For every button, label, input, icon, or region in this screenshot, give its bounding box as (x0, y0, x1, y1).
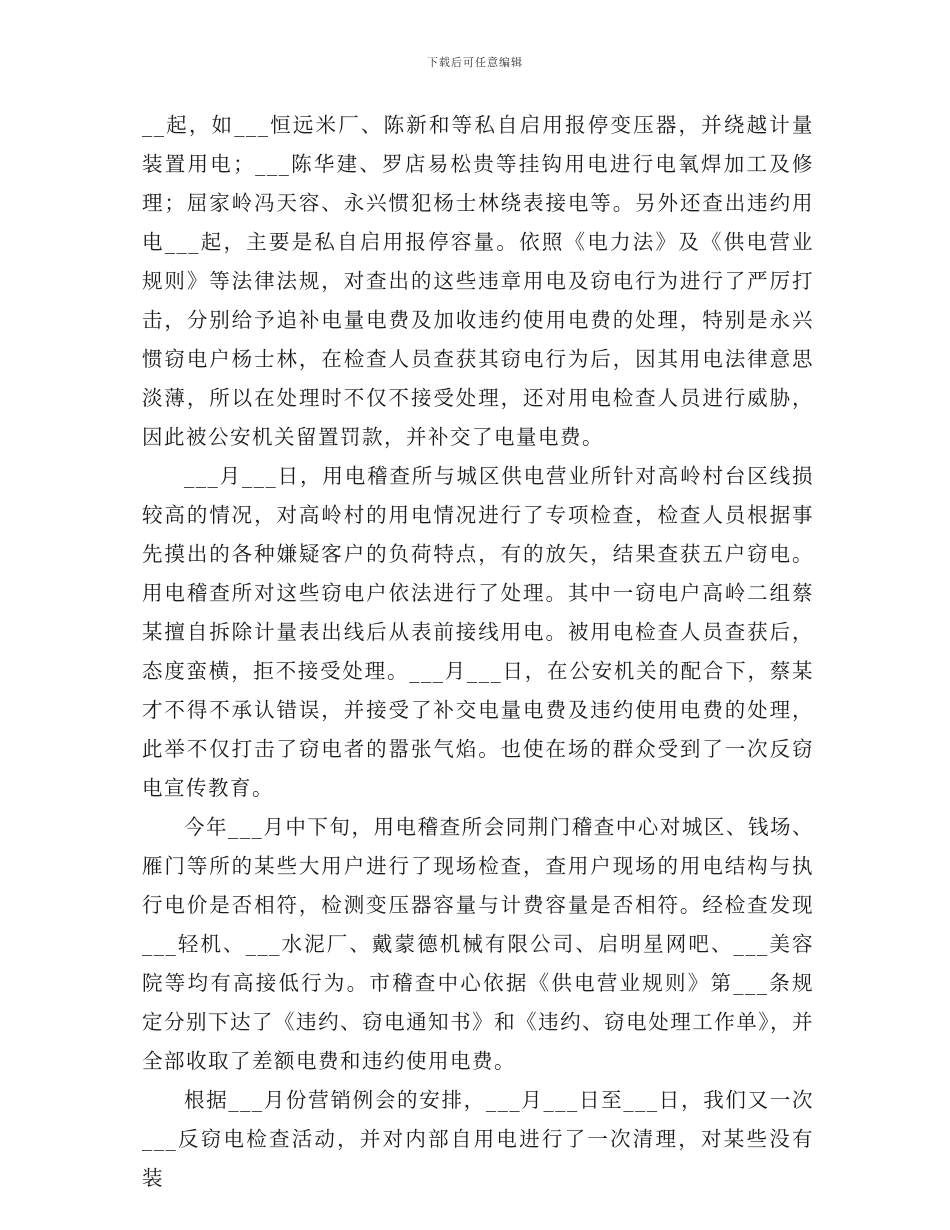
document-body (142, 106, 814, 1198)
page-header: 下载后可任意编辑 (427, 56, 523, 69)
paragraph-1: __起，如___恒远米厂、陈新和等私自启用报停变压器，并绕越计量装置用电；___陈华建、罗店易松贵等挂钩用电进行电氧焊加工及修理；屈家岭冯天容、永兴惯犯杨士林绕表接电等。另外还查出违约用电___起，主要是私自启用报停容量。依照《电力法》及《供电营业规则》等法律法规，对查出的这些违章用电及窃电行为进行了严厉打击，分别给予追补电量电费及加收违约使用电费的处理，特别是永兴惯窃电户杨士林，在检查人员查获其窃电行为后，因其用电法律意思淡薄，所以在处理时不仅不接受处理，还对用电检查人员进行威胁，因此被公安机关留置罚款，并补交了电量电费。 (142, 113, 814, 449)
paragraph-2: ___月___日，用电稽查所与城区供电营业所针对高岭村台区线损较高的情况，对高岭村的用电情况进行了专项检查，检查人员根据事先摸出的各种嫌疑客户的负荷特点，有的放矢，结果查获五户窃电。用电稽查所对这些窃电户依法进行了处理。其中一窃电户高岭二组蔡某擅自拆除计量表出线后从表前接线用电。被用电检查人员查获后，态度蛮横，拒不接受处理。___月___日，在公安机关的配合下，蔡某才不得不承认错误，并接受了补交电量电费及违约使用电费的处理，此举不仅打击了窃电者的嚣张气焰。也使在场的群众受到了一次反窃电宣传教育。 (142, 464, 814, 800)
paragraph-3: 今年___月中下旬，用电稽查所会同荆门稽查中心对城区、钱场、雁门等所的某些大用户进行了现场检查，查用户现场的用电结构与执行电价是否相符，检测变压器容量与计费容量是否相符。经检查发现___轻机、___水泥厂、戴蒙德机械有限公司、启明星网吧、___美容院等均有高接低行为。市稽查中心依据《供电营业规则》第___条规定分别下达了《违约、窃电通知书》和《违约、窃电处理工作单》，并全部收取了差额电费和违约使用电费。 (142, 815, 814, 1073)
paragraph-4: 根据___月份营销例会的安排，___月___日至___日，我们又一次___反窃电检查活动，并对内部自用电进行了一次清理，对某些没有装 (142, 1088, 814, 1190)
